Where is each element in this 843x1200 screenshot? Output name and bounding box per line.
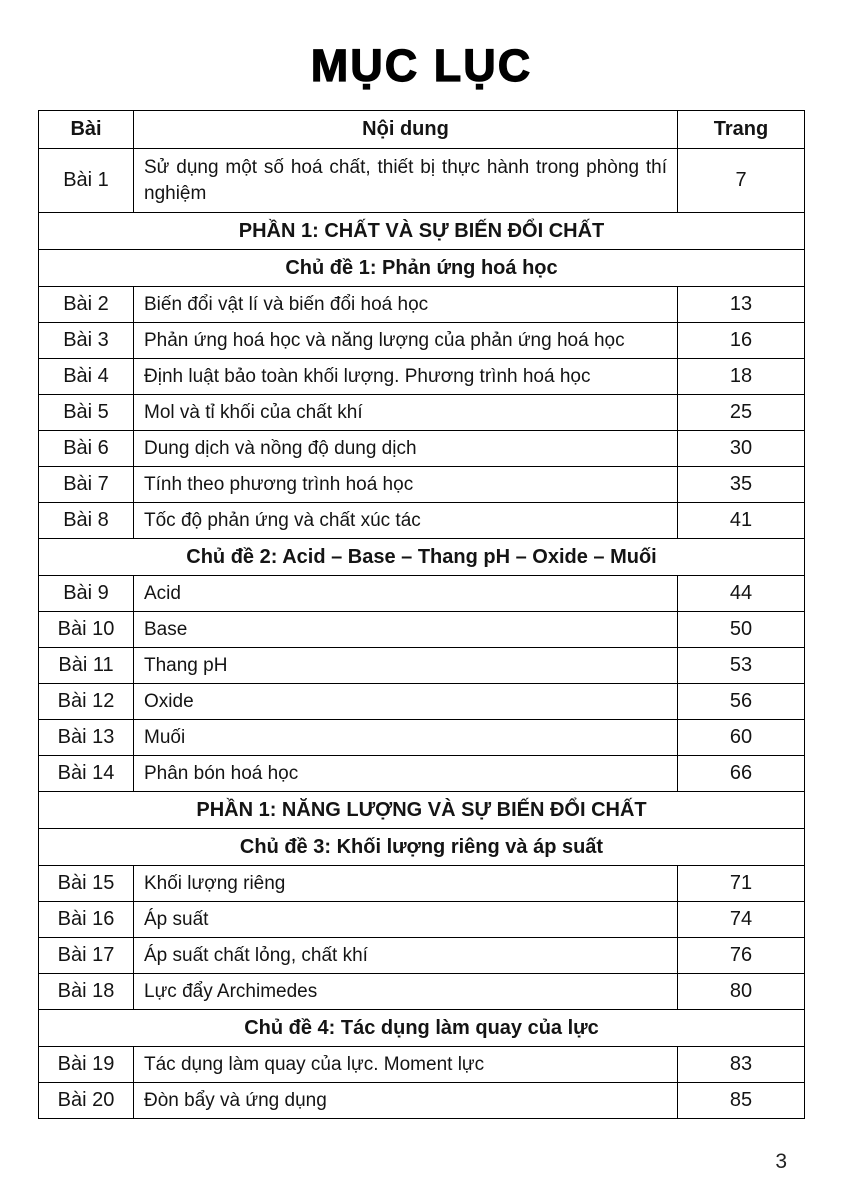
lesson-number: Bài 19: [39, 1047, 134, 1083]
lesson-title: Oxide: [134, 684, 678, 720]
toc-lesson-row: [39, 503, 805, 539]
column-header-page: Trang: [678, 111, 805, 149]
toc-lesson-row: [39, 938, 805, 974]
lesson-page: 44: [678, 576, 805, 612]
toc-lesson-row: [39, 576, 805, 612]
lesson-number: Bài 10: [39, 612, 134, 648]
part-header-row: [39, 213, 805, 250]
toc-lesson-row: [39, 866, 805, 902]
toc-lesson-row: [39, 1083, 805, 1119]
lesson-title: Lực đẩy Archimedes: [134, 974, 678, 1010]
toc-lesson-row: [39, 902, 805, 938]
lesson-title: Tác dụng làm quay của lực. Moment lực: [134, 1047, 678, 1083]
lesson-number: Bài 4: [39, 359, 134, 395]
lesson-page: 50: [678, 612, 805, 648]
topic-header-row: [39, 1010, 805, 1047]
lesson-number: Bài 18: [39, 974, 134, 1010]
toc-lesson-row: [39, 648, 805, 684]
part-header: PHẦN 1: CHẤT VÀ SỰ BIẾN ĐỔI CHẤT: [39, 213, 805, 250]
lesson-page: 60: [678, 720, 805, 756]
lesson-number: Bài 3: [39, 323, 134, 359]
lesson-number: Bài 13: [39, 720, 134, 756]
lesson-title: Định luật bảo toàn khối lượng. Phương trình hoá học: [134, 359, 678, 395]
toc-lesson-row: [39, 684, 805, 720]
topic-header: Chủ đề 2: Acid – Base – Thang pH – Oxide – Muối: [39, 539, 805, 576]
lesson-page: 83: [678, 1047, 805, 1083]
lesson-number: Bài 5: [39, 395, 134, 431]
toc-lesson-row: [39, 431, 805, 467]
lesson-number: Bài 1: [39, 149, 134, 213]
lesson-page: 66: [678, 756, 805, 792]
lesson-page: 16: [678, 323, 805, 359]
lesson-page: 53: [678, 648, 805, 684]
toc-header-row: [39, 111, 805, 149]
lesson-page: 18: [678, 359, 805, 395]
page-number: 3: [775, 1150, 787, 1173]
toc-lesson-row: [39, 359, 805, 395]
lesson-page: 71: [678, 866, 805, 902]
lesson-number: Bài 17: [39, 938, 134, 974]
lesson-page: 41: [678, 503, 805, 539]
toc-lesson-row: [39, 612, 805, 648]
column-header-content: Nội dung: [134, 111, 678, 149]
lesson-title: Dung dịch và nồng độ dung dịch: [134, 431, 678, 467]
lesson-number: Bài 14: [39, 756, 134, 792]
lesson-page: 25: [678, 395, 805, 431]
topic-header: Chủ đề 1: Phản ứng hoá học: [39, 250, 805, 287]
part-header: PHẦN 1: NĂNG LƯỢNG VÀ SỰ BIẾN ĐỔI CHẤT: [39, 792, 805, 829]
lesson-title: Phản ứng hoá học và năng lượng của phản ứng hoá học: [134, 323, 678, 359]
toc-lesson-row: [39, 974, 805, 1010]
lesson-number: Bài 2: [39, 287, 134, 323]
lesson-title: Áp suất chất lỏng, chất khí: [134, 938, 678, 974]
lesson-page: 85: [678, 1083, 805, 1119]
lesson-page: 80: [678, 974, 805, 1010]
topic-header-row: [39, 539, 805, 576]
lesson-page: 30: [678, 431, 805, 467]
toc-lesson-row: [39, 720, 805, 756]
toc-lesson-row: [39, 149, 805, 213]
part-header-row: [39, 792, 805, 829]
lesson-page: 74: [678, 902, 805, 938]
page-title: MỤC LỤC: [310, 40, 533, 91]
toc-lesson-row: [39, 467, 805, 503]
lesson-title: Đòn bẩy và ứng dụng: [134, 1083, 678, 1119]
topic-header: Chủ đề 4: Tác dụng làm quay của lực: [39, 1010, 805, 1047]
toc-lesson-row: [39, 756, 805, 792]
lesson-title: Mol và tỉ khối của chất khí: [134, 395, 678, 431]
toc-lesson-row: [39, 1047, 805, 1083]
toc-lesson-row: [39, 395, 805, 431]
lesson-number: Bài 15: [39, 866, 134, 902]
lesson-title: Sử dụng một số hoá chất, thiết bị thực hành trong phòng thí nghiệm: [134, 149, 678, 213]
lesson-title: Khối lượng riêng: [134, 866, 678, 902]
lesson-title: Tính theo phương trình hoá học: [134, 467, 678, 503]
lesson-title: Thang pH: [134, 648, 678, 684]
lesson-number: Bài 20: [39, 1083, 134, 1119]
lesson-number: Bài 9: [39, 576, 134, 612]
lesson-title: Base: [134, 612, 678, 648]
toc-table: [38, 110, 805, 1119]
column-header-lesson: Bài: [39, 111, 134, 149]
toc-lesson-row: [39, 323, 805, 359]
lesson-page: 76: [678, 938, 805, 974]
toc-lesson-row: [39, 287, 805, 323]
lesson-page: 7: [678, 149, 805, 213]
lesson-title: Muối: [134, 720, 678, 756]
lesson-title: Áp suất: [134, 902, 678, 938]
topic-header-row: [39, 250, 805, 287]
lesson-title: Phân bón hoá học: [134, 756, 678, 792]
lesson-number: Bài 11: [39, 648, 134, 684]
lesson-number: Bài 12: [39, 684, 134, 720]
lesson-page: 56: [678, 684, 805, 720]
topic-header: Chủ đề 3: Khối lượng riêng và áp suất: [39, 829, 805, 866]
lesson-number: Bài 8: [39, 503, 134, 539]
lesson-title: Tốc độ phản ứng và chất xúc tác: [134, 503, 678, 539]
lesson-number: Bài 6: [39, 431, 134, 467]
lesson-number: Bài 16: [39, 902, 134, 938]
lesson-page: 35: [678, 467, 805, 503]
lesson-title: Biến đổi vật lí và biến đổi hoá học: [134, 287, 678, 323]
topic-header-row: [39, 829, 805, 866]
toc-body: [39, 149, 805, 1119]
lesson-number: Bài 7: [39, 467, 134, 503]
lesson-page: 13: [678, 287, 805, 323]
lesson-title: Acid: [134, 576, 678, 612]
